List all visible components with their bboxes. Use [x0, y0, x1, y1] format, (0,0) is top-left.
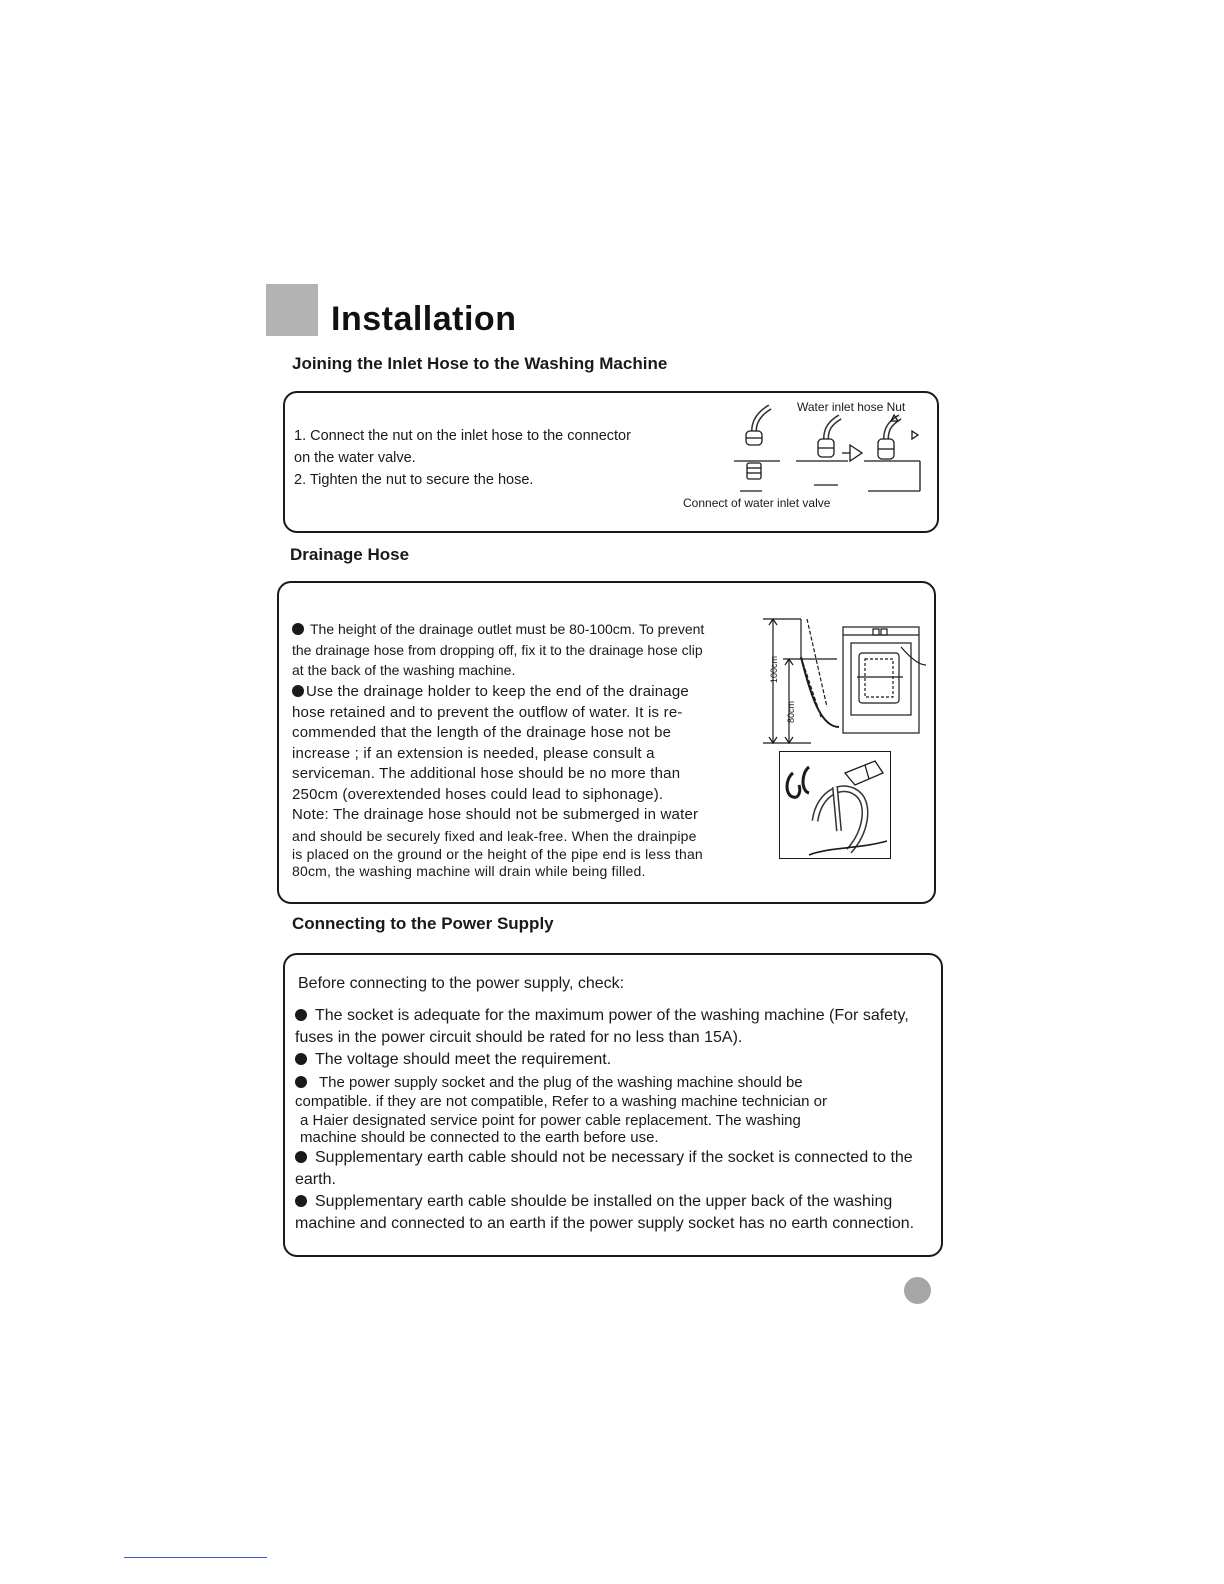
- drainage-height-illustration: [761, 617, 926, 747]
- bullet-dot-icon: [295, 1076, 307, 1088]
- drainage-p2-line: 250cm (overextended hoses could lead to siphonage).: [292, 785, 664, 803]
- drainage-heading: Drainage Hose: [290, 545, 410, 564]
- power-item-line: Supplementary earth cable should not be necessary if the socket is connected to the: [315, 1149, 913, 1166]
- inlet-steps: [294, 425, 714, 491]
- inlet-figure-label-top: Water inlet hose Nut: [797, 400, 906, 414]
- power-item-line: earth.: [295, 1171, 336, 1188]
- power-item-line: The voltage should meet the requirement.: [315, 1051, 612, 1068]
- power-item-line: machine and connected to an earth if the power supply socket has no earth connection.: [295, 1215, 915, 1232]
- drainage-p2-line: is placed on the ground or the height of the pipe end is less than: [292, 846, 703, 862]
- drainage-p2-line: commended that the length of the drainage hose not be: [292, 724, 672, 741]
- inlet-step-line: 1. Connect the nut on the inlet hose to the connector: [294, 428, 631, 444]
- footer-rule: [124, 1557, 267, 1558]
- drainage-box: [277, 581, 936, 904]
- drainage-p1-line: at the back of the washing machine.: [292, 662, 516, 678]
- inlet-heading: Joining the Inlet Hose to the Washing Machine: [292, 354, 668, 373]
- drainage-p2-line: Use the drainage holder to keep the end of the drainage: [306, 683, 689, 700]
- drainage-paragraph-2: [292, 682, 742, 880]
- power-item-line: fuses in the power circuit should be rated for no less than 15A).: [295, 1029, 743, 1046]
- inlet-step-line: 2. Tighten the nut to secure the hose.: [294, 472, 534, 488]
- bullet-dot-icon: [295, 1009, 307, 1021]
- inlet-figure-label-bottom: Connect of water inlet valve: [683, 496, 831, 510]
- drainage-p2-line: Note: The drainage hose should not be submerged in water: [292, 806, 699, 823]
- bullet-dot-icon: [292, 685, 304, 697]
- drainage-p2-line: 80cm, the washing machine will drain while being filled.: [292, 863, 646, 879]
- bullet-dot-icon: [295, 1195, 307, 1207]
- power-item-1: [295, 1005, 940, 1049]
- bullet-dot-icon: [295, 1053, 307, 1065]
- dim-inner-label: 80cm: [786, 700, 796, 723]
- inlet-hose-illustration: [730, 403, 930, 498]
- bullet-dot-icon: [295, 1151, 307, 1163]
- page-title: Installation: [331, 300, 517, 338]
- power-item-line: compatible. if they are not compatible, Refer to a washing machine technician or: [295, 1093, 827, 1110]
- drainage-paragraph-1: [292, 619, 742, 681]
- dim-outer-label: 100cm: [769, 655, 779, 683]
- power-item-line: machine should be connected to the earth before use.: [300, 1129, 659, 1146]
- power-intro: Before connecting to the power supply, check:: [298, 975, 625, 992]
- drainage-p2-line: hose retained and to prevent the outflow of water. It is re-: [292, 703, 683, 721]
- drain-holder-illustration: [779, 751, 891, 859]
- bullet-dot-icon: [292, 623, 304, 635]
- drainage-p2-line: increase ; if an extension is needed, please consult a: [292, 744, 655, 762]
- section-marker-block: [266, 284, 318, 336]
- page-number-dot-icon: [904, 1277, 931, 1304]
- power-item-4: [295, 1147, 940, 1191]
- drainage-p1-line: the drainage hose from dropping off, fix it to the drainage hose clip: [292, 641, 703, 658]
- power-item-line: a Haier designated service point for power cable replacement. The washing: [300, 1112, 801, 1129]
- power-item-line: The power supply socket and the plug of the washing machine should be: [319, 1074, 803, 1091]
- inlet-step-line: on the water valve.: [294, 450, 416, 466]
- power-item-line: The socket is adequate for the maximum power of the washing machine (For safety,: [315, 1007, 909, 1024]
- power-item-5: [295, 1191, 940, 1235]
- power-item-line: Supplementary earth cable shoulde be installed on the upper back of the washing: [315, 1193, 893, 1210]
- power-heading: Connecting to the Power Supply: [292, 914, 554, 933]
- power-item-3: [295, 1073, 935, 1146]
- power-item-2: [295, 1049, 611, 1071]
- drainage-p1-line: The height of the drainage outlet must be 80-100cm. To prevent: [310, 621, 705, 637]
- drainage-p2-line: serviceman. The additional hose should be no more than: [292, 765, 681, 782]
- inlet-box: [283, 391, 939, 533]
- drainage-p2-line: and should be securely fixed and leak-free. When the drainpipe: [292, 827, 697, 844]
- power-box: [283, 953, 943, 1257]
